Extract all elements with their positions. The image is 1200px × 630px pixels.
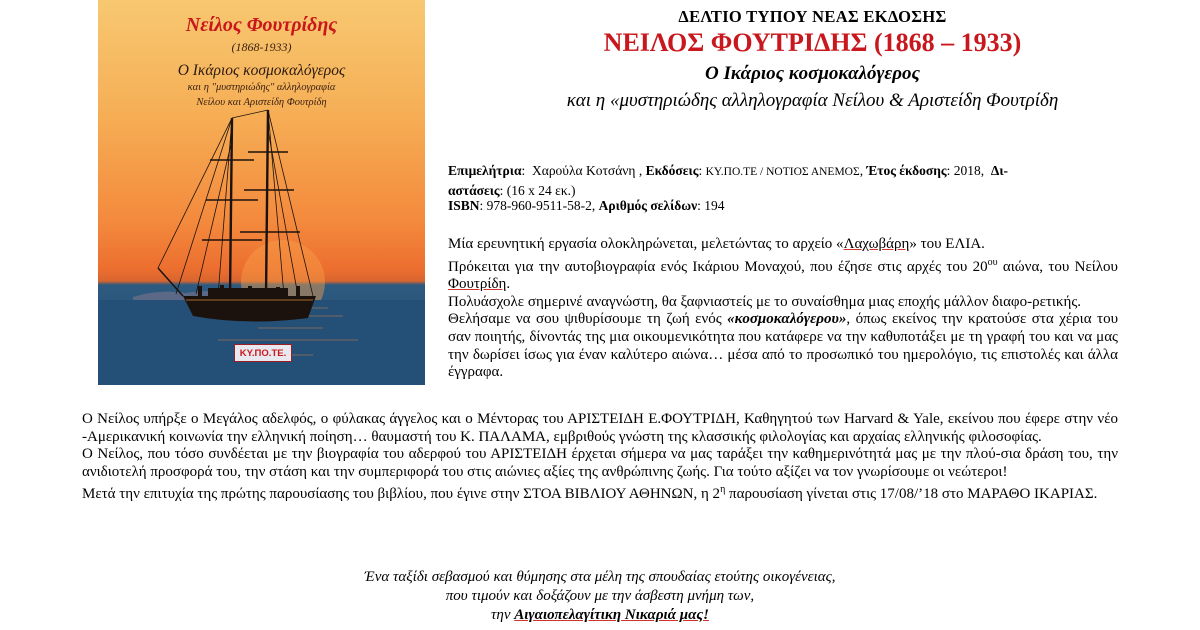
book-metadata-line2: ISBN: 978-960-9511-58-2, Αριθμός σελίδων: 194 [448,198,725,213]
year-label: Έτος έκδοσης [866,163,947,178]
book-subtitle: Ο Ικάριος κοσμοκαλόγερος [705,63,920,84]
archive-name: Λαχωβάρη [843,236,910,252]
closing-line2: που τιμούν και δοξάζουν με την άσβεστη μνήμη των, [445,588,755,604]
p1-text-pre: Μία ερευνητική εργασία ολοκληρώνεται, μελετώντας το αρχείο « [448,236,844,252]
paragraph-archive [448,236,1118,254]
paragraph-mentor: Ο Νείλος υπήρξε ο Μεγάλος αδελφός, ο φύλακας άγγελος και ο Μέντορας του ΑΡΙΣΤΕΙΔΗ Ε.ΦΟΥΤΡΙΔΗ, Καθηγητού των Harvard & Yale, εκείνου που έφερε στην νέο -Αμερικανική κοινωνία την ελληνική ποίηση… θαυμαστή του Κ. ΠΑΛΑΜΑ, εμβριθούς γνώστη της κλασσικής φιλολογίας και αρχαίας ελληνικής φιλοσοφίας. [82,411,1118,445]
paragraph-reader: Πολυάσχολε σημερινέ αναγνώστη, θα ξαφνιαστείς με το συναίσθημα μιας εποχής μάλλον διαφο-ρετικής. [448,293,1082,310]
editor-value: Χαρούλα Κοτσάνη [532,163,636,178]
closing-line3-pre: την [491,607,515,623]
cover-title: Ο Ικάριος κοσμοκαλόγερος [177,62,346,79]
book-cover-image [98,0,425,385]
paragraph-autobiography [448,254,1118,294]
book-subtitle-secondary: και η «μυστηριώδης αλληλογραφία Νείλου & Αριστείδη Φουτρίδη [566,90,1059,111]
editor-label: Επιμελήτρια [448,163,522,178]
isbn-label: ISBN [448,198,480,213]
p4-emphasis: «κοσμοκαλόγερου» [727,311,847,328]
body-right-column [448,236,1118,382]
book-metadata-line1: Επιμελήτρια: Χαρούλα Κοτσάνη , Εκδόσεις: ΚΥ.ΠΟ.ΤΕ / ΝΟΤΙΟΣ ΑΝΕΜΟΣ, Έτος έκδοσης: 2018, Δι- αστάσεις: (16 x 24 εκ.) [448,163,1009,198]
press-release-label: ΔΕΛΤΙΟ ΤΥΠΟΥ ΝΕΑΣ ΕΚΔΟΣΗΣ [678,7,947,26]
p7-superscript: η [720,484,726,496]
dimensions-value: (16 x 24 εκ.) [506,182,576,198]
p7-text-post: παρουσίαση γίνεται στις 17/08/’18 στο ΜΑΡΑΘΟ ΙΚΑΡΙΑΣ. [725,486,1098,503]
p4-text-post: , όπως εκείνος την κρατούσε στα χέρια του σαν ποιητής, δίνοντάς της μια οικουμενικότητα που κατάφερε να την καθυποτάξει με τη γραφή του και να μας την δωρίσει ίσως για έναν καλύτερο αιώνα… μέσα από το προσωπικό του ημερολόγιο, τις επιστολές και άλλα έγγραφα. [448,311,1118,381]
dimensions-label-part1: Δι- [990,163,1009,178]
publisher-badge: ΚΥ.ΠΟ.ΤΕ. [234,344,292,362]
p1-text-post: » του ΕΛΙΑ. [909,236,985,252]
sailing-ship-illustration [98,0,425,385]
closing-line3 [82,606,1118,625]
page-title: ΝΕΙΛΟΣ ΦΟΥΤΡΙΔΗΣ (1868 – 1933) [603,28,1022,57]
paragraph-whisper [448,311,1118,381]
cover-subtitle-line1: και η "μυστηριώδης" αλληλογραφία [187,82,336,93]
p7-text-pre: Μετά την επιτυχία της πρώτης παρουσίασης του βιβλίου, που έγινε στην ΣΤΟΑ ΒΙΒΛΙΟΥ ΑΘΗΝΩΝ, η 2 [82,486,721,503]
p2-superscript: ου [987,256,998,268]
publisher-value: ΚΥ.ΠΟ.ΤΕ / ΝΟΤΙΟΣ ΑΝΕΜΟΣ [705,166,860,178]
closing-line3-bold: Αιγαιοπελαγίτικη Νικαριά μας! [514,607,709,623]
cover-subtitle-line2: Νείλου και Αριστείδη Φουτρίδη [196,97,327,108]
p2-text-pre: Πρόκειται για την αυτοβιογραφία ενός Ικάριου Μοναχού, που έζησε στις αρχές του 20 [448,258,988,275]
p4-text-pre: Θελήσαμε να σου ψιθυρίσουμε τη ζωή ενός [448,311,728,328]
pages-label: Αριθμός σελίδων [598,198,698,213]
cover-author: Νείλος Φουτρίδης [185,14,338,36]
publisher-label: Εκδόσεις [645,163,699,178]
year-value: 2018 [953,163,981,178]
cover-years: (1868-1933) [231,40,292,54]
body-full-width [82,411,1118,504]
pages-value: 194 [704,198,725,213]
paragraph-presentation [82,481,1118,504]
p2-text-mid: αιώνα, του Νείλου [997,258,1118,275]
dimensions-label-part2: αστάσεις [448,182,500,198]
isbn-value: 978-960-9511-58-2 [486,198,592,213]
closing-dedication [82,568,1118,625]
closing-line1: Ένα ταξίδι σεβασμού και θύμησης στα μέλη της σπουδαίας ετούτης οικογένειας, [364,569,836,585]
p2-name: Φουτρίδη [448,276,507,293]
paragraph-legacy: Ο Νείλος, που τόσο συνδέεται με την βιογραφία του αδερφού του ΑΡΙΣΤΕΙΔΗ έρχεται σήμερα να μας ταράξει την καθημερινότητά μας με την πλού-σια δράση του, την ανιδιοτελή προσφορά του, την στάση και την συμπεριφορά του στις αιώνιες αξίες της ανθρώπινης ζωής. Για τούτο αξίζει να τον γνωρίσουμε οι νεώτεροι! [82,446,1118,480]
p2-text-post: . [506,276,511,293]
